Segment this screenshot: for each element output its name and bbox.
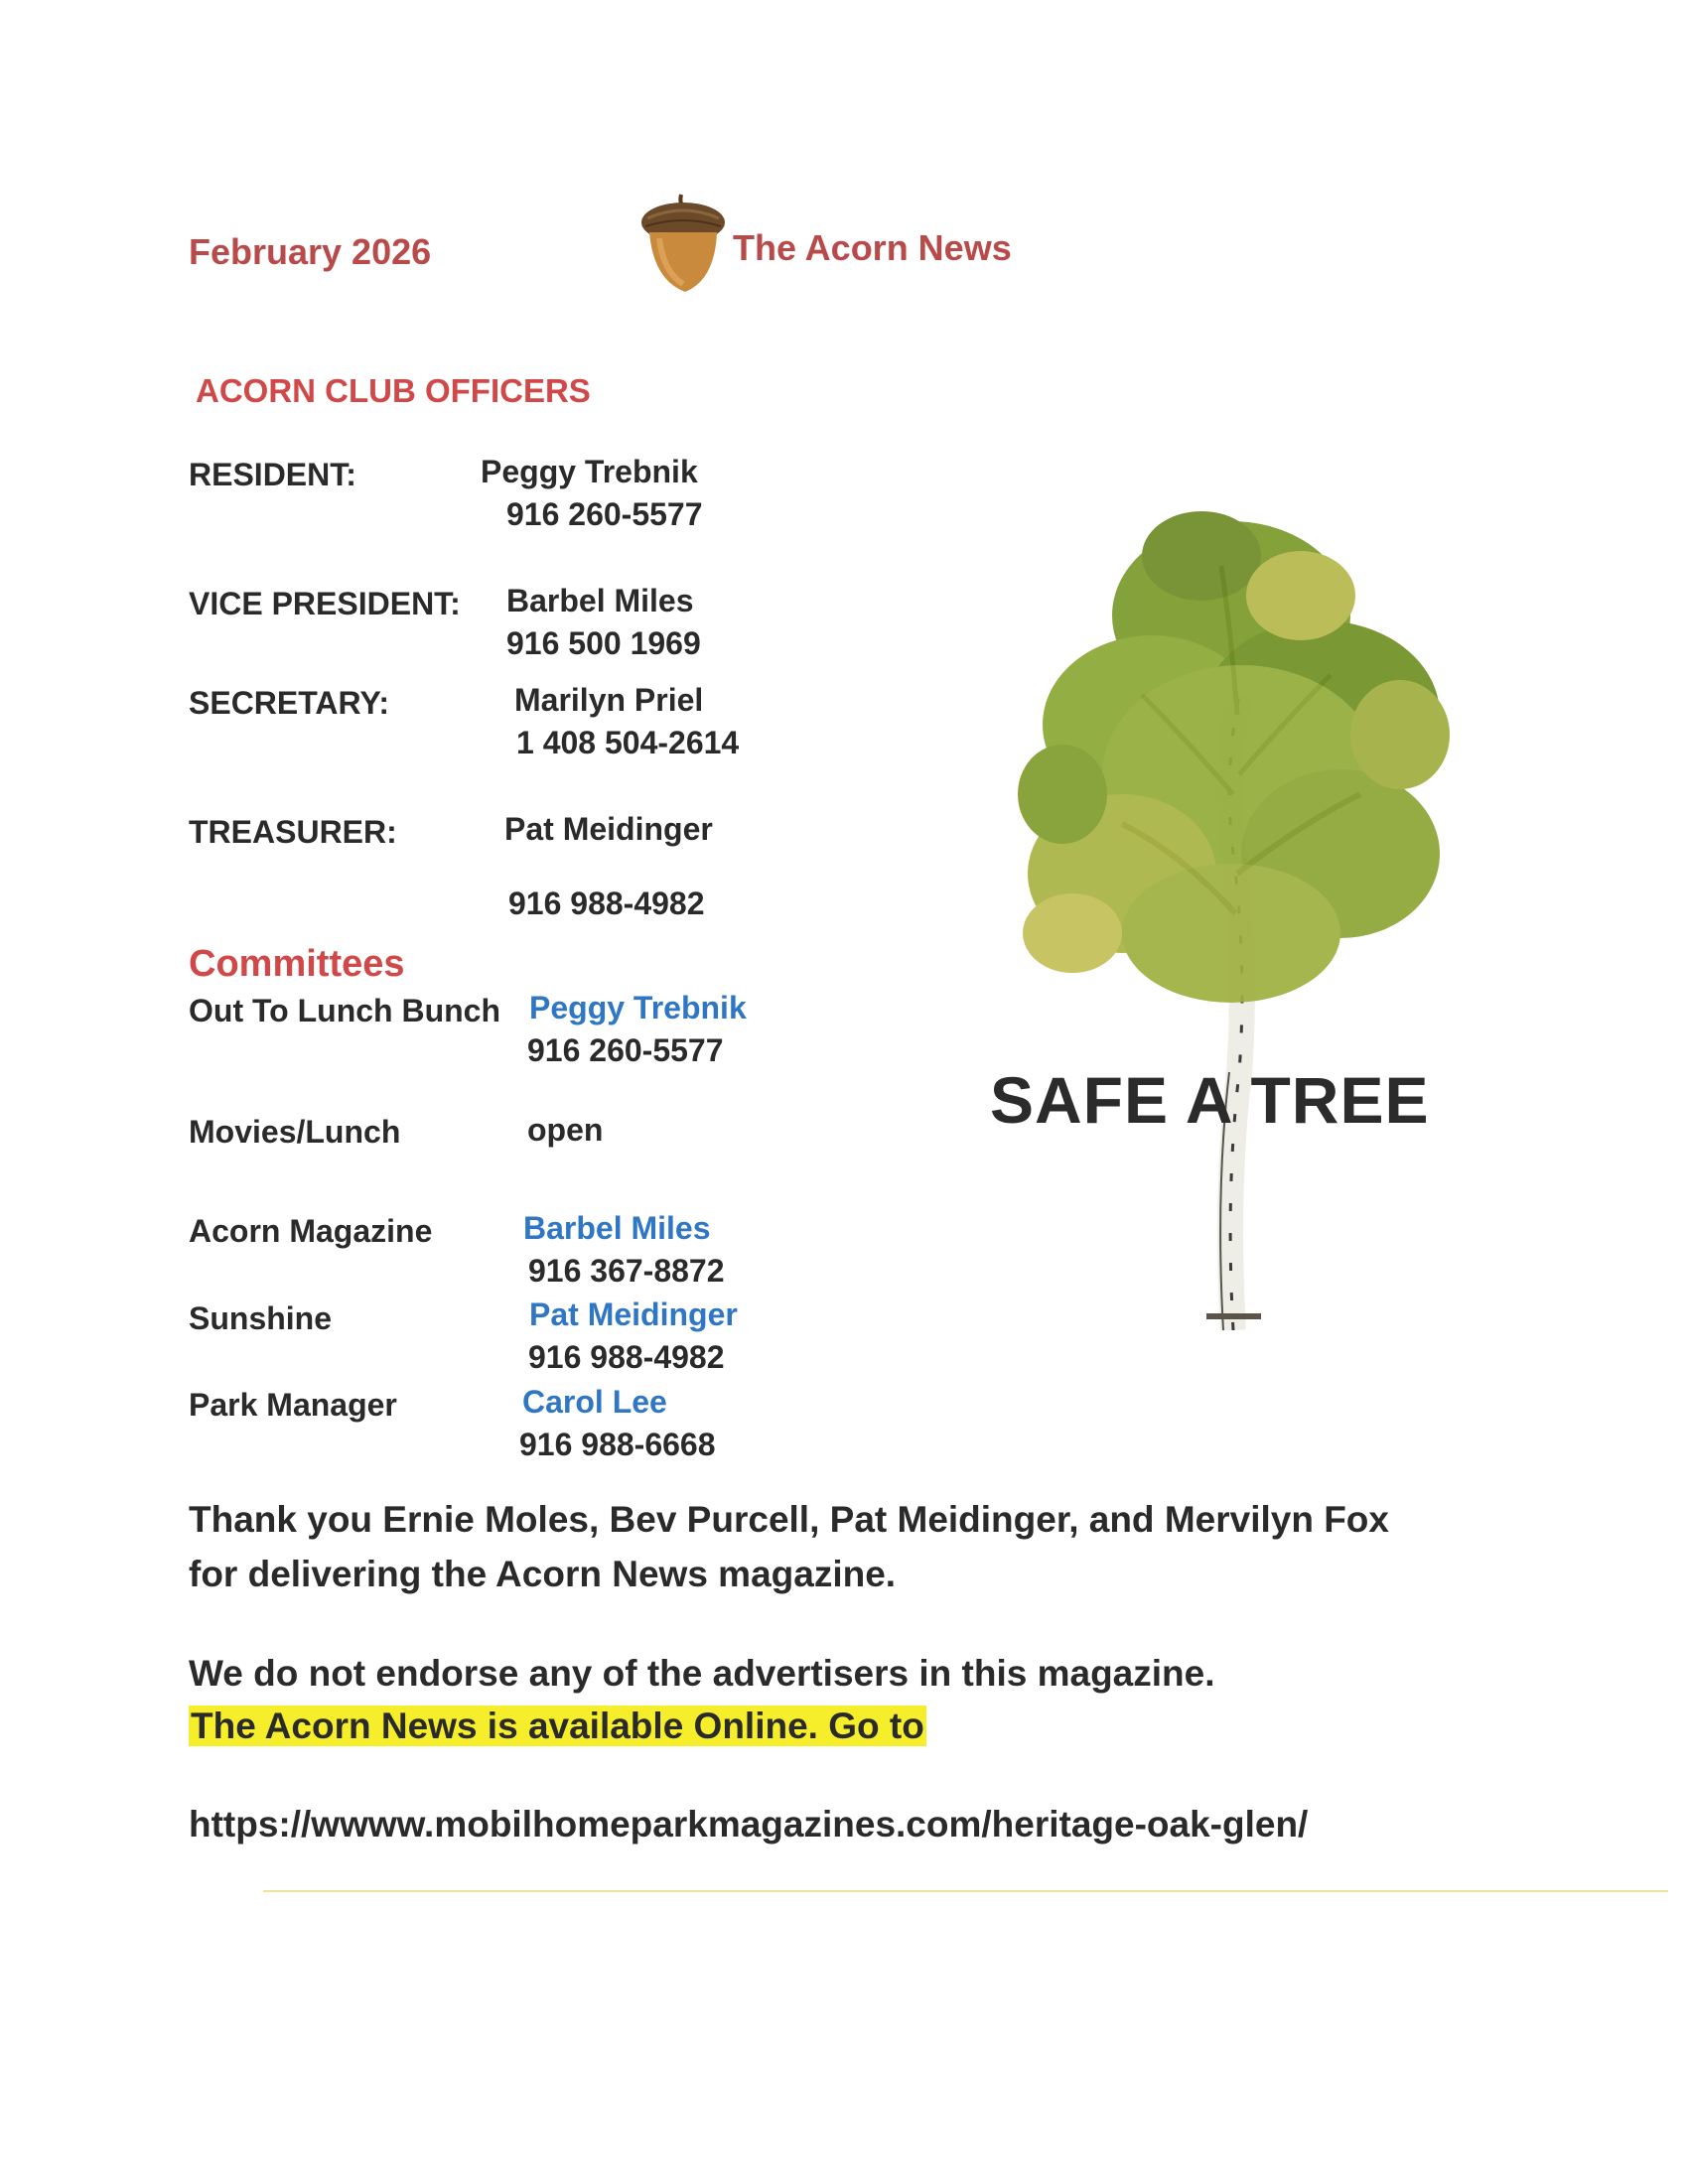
officer-name-resident: Peggy Trebnik: [481, 454, 698, 489]
officer-name-treasurer: Pat Meidinger: [504, 811, 713, 847]
committee-name-movies: Movies/Lunch: [189, 1114, 401, 1150]
newsletter-title: The Acorn News: [733, 227, 1012, 268]
committee-name-park-manager: Park Manager: [189, 1387, 397, 1423]
officer-phone-vice-president: 916 500 1969: [506, 625, 701, 661]
officer-role-resident: RESIDENT:: [189, 457, 356, 492]
committee-name-acorn-magazine: Acorn Magazine: [189, 1213, 433, 1249]
committee-contact-acorn-magazine: Barbel Miles: [523, 1210, 711, 1246]
thanks-line-2: for delivering the Acorn News magazine.: [189, 1554, 897, 1594]
officers-heading: ACORN CLUB OFFICERS: [196, 372, 591, 409]
officer-phone-treasurer: 916 988-4982: [508, 886, 705, 921]
officer-role-treasurer: TREASURER:: [189, 814, 397, 850]
acorn-icon: [635, 189, 730, 298]
tree-caption: SAFE A TREE: [990, 1063, 1430, 1137]
committee-phone-lunch-bunch: 916 260-5577: [527, 1032, 724, 1068]
committee-name-lunch-bunch: Out To Lunch Bunch: [189, 993, 501, 1028]
committee-contact-sunshine: Pat Meidinger: [529, 1297, 738, 1332]
tree-icon: [1003, 496, 1470, 1330]
disclaimer-text: We do not endorse any of the advertisers in this magazine.: [189, 1653, 1215, 1694]
committee-phone-park-manager: 916 988-6668: [519, 1427, 716, 1462]
thanks-line-1: Thank you Ernie Moles, Bev Purcell, Pat Meidinger, and Mervilyn Fox: [189, 1499, 1389, 1540]
issue-date: February 2026: [189, 231, 432, 272]
committee-phone-sunshine: 916 988-4982: [528, 1339, 725, 1375]
officer-role-vice-president: VICE PRESIDENT:: [189, 586, 461, 621]
committee-contact-movies: open: [527, 1112, 604, 1148]
divider-line: [263, 1890, 1668, 1892]
officer-phone-resident: 916 260-5577: [506, 496, 703, 532]
committees-heading: Committees: [189, 943, 405, 985]
officer-phone-secretary: 1 408 504-2614: [516, 725, 740, 760]
committee-contact-park-manager: Carol Lee: [522, 1384, 667, 1420]
officer-name-secretary: Marilyn Priel: [514, 682, 704, 718]
officer-name-vice-president: Barbel Miles: [506, 583, 694, 618]
committee-name-sunshine: Sunshine: [189, 1300, 333, 1336]
website-url[interactable]: https://wwww.mobilhomeparkmagazines.com/heritage-oak-glen/: [189, 1804, 1309, 1844]
online-availability-text: The Acorn News is available Online. Go to: [191, 1706, 924, 1746]
committee-phone-acorn-magazine: 916 367-8872: [528, 1253, 725, 1289]
officer-role-secretary: SECRETARY:: [189, 685, 390, 721]
committee-contact-lunch-bunch: Peggy Trebnik: [529, 990, 747, 1025]
